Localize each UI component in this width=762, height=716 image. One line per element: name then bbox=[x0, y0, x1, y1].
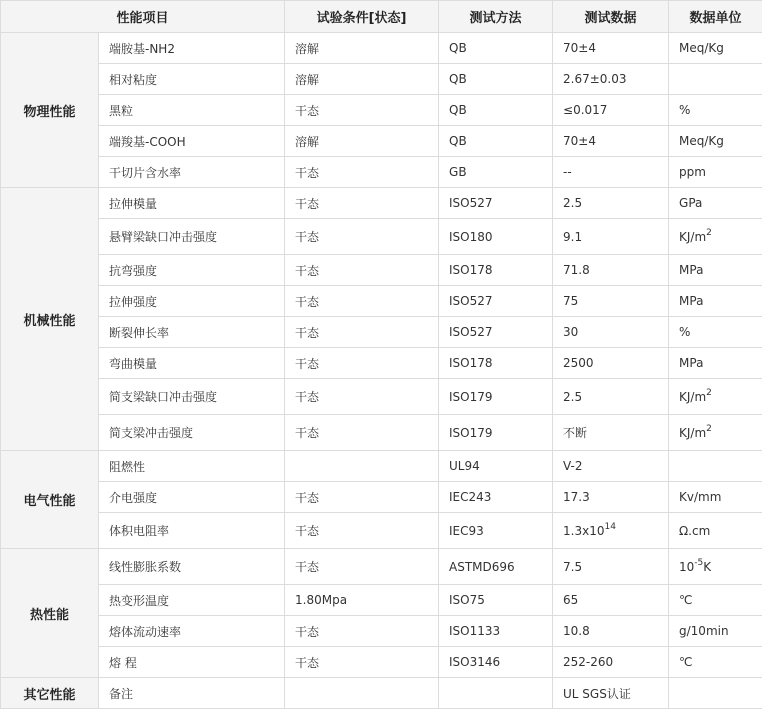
property-name bbox=[99, 513, 285, 549]
test-condition bbox=[285, 647, 439, 678]
test-method-text: ASTMD696 bbox=[449, 559, 515, 574]
test-method-text: ISO527 bbox=[449, 325, 493, 339]
data-unit bbox=[669, 255, 762, 286]
table-row bbox=[1, 585, 762, 616]
test-condition bbox=[285, 616, 439, 647]
data-unit bbox=[669, 513, 762, 549]
data-unit-suffix: K bbox=[703, 559, 712, 574]
test-method-text: QB bbox=[449, 134, 467, 148]
test-data bbox=[553, 64, 669, 95]
test-condition bbox=[285, 513, 439, 549]
test-method-text: ISO180 bbox=[449, 229, 493, 244]
test-data bbox=[553, 451, 669, 482]
header-data: 测试数据 bbox=[553, 1, 669, 33]
test-condition-text: 干态 bbox=[295, 165, 320, 180]
test-condition-text: 1.80Mpa bbox=[295, 593, 348, 607]
test-data bbox=[553, 95, 669, 126]
test-method-text: IEC243 bbox=[449, 490, 492, 504]
test-data-text: 17.3 bbox=[563, 490, 590, 504]
test-condition-text: 干态 bbox=[295, 524, 320, 538]
data-unit bbox=[669, 286, 762, 317]
property-name bbox=[99, 286, 285, 317]
table-row bbox=[1, 415, 762, 451]
test-method bbox=[439, 348, 553, 379]
test-data-text: 65 bbox=[563, 593, 579, 607]
table-row bbox=[1, 379, 762, 415]
test-method bbox=[439, 255, 553, 286]
test-method bbox=[439, 451, 553, 482]
test-data bbox=[553, 513, 669, 549]
table-row bbox=[1, 188, 762, 219]
data-unit-text: ℃ bbox=[679, 593, 693, 607]
data-unit bbox=[669, 415, 762, 451]
data-unit bbox=[669, 348, 762, 379]
test-condition bbox=[285, 482, 439, 513]
property-name-text: 拉伸模量 bbox=[109, 196, 158, 211]
test-method bbox=[439, 317, 553, 348]
test-method bbox=[439, 482, 553, 513]
property-name bbox=[99, 482, 285, 513]
data-unit-superscript: 2 bbox=[706, 227, 712, 238]
data-unit-text: ℃ bbox=[679, 655, 693, 669]
data-unit-superscript: -5 bbox=[694, 557, 704, 568]
table-row bbox=[1, 482, 762, 513]
test-data-text: UL SGS认证 bbox=[563, 686, 631, 701]
table-row bbox=[1, 513, 762, 549]
data-unit bbox=[669, 317, 762, 348]
test-method bbox=[439, 585, 553, 616]
property-name bbox=[99, 549, 285, 585]
test-data bbox=[553, 616, 669, 647]
data-unit-text: Meq/Kg bbox=[679, 134, 724, 148]
property-name bbox=[99, 219, 285, 255]
test-data bbox=[553, 286, 669, 317]
property-name bbox=[99, 585, 285, 616]
property-name-text: 线性膨胀系数 bbox=[109, 560, 182, 574]
property-name-text: 弯曲模量 bbox=[109, 356, 158, 371]
test-method-text: ISO527 bbox=[449, 294, 493, 308]
test-data-text: 不断 bbox=[563, 426, 588, 440]
data-unit-text: MPa bbox=[679, 356, 704, 370]
test-condition bbox=[285, 255, 439, 286]
property-name-text: 熔 程 bbox=[109, 655, 137, 670]
test-condition bbox=[285, 219, 439, 255]
table-body bbox=[1, 33, 762, 709]
header-item: 性能项目 bbox=[1, 1, 285, 33]
test-method-text: ISO178 bbox=[449, 356, 493, 370]
test-method bbox=[439, 95, 553, 126]
test-data-text: 2.67±0.03 bbox=[563, 72, 627, 86]
table-row bbox=[1, 451, 762, 482]
test-condition bbox=[285, 415, 439, 451]
test-data-text: -- bbox=[563, 165, 572, 179]
property-name-text: 简支梁缺口冲击强度 bbox=[109, 390, 218, 404]
property-name-text: 阻燃性 bbox=[109, 459, 146, 474]
test-data bbox=[553, 317, 669, 348]
property-name-text: 端羧基-COOH bbox=[109, 134, 186, 149]
test-method-text: ISO179 bbox=[449, 425, 493, 440]
header-condition: 试验条件[状态] bbox=[285, 1, 439, 33]
data-unit bbox=[669, 585, 762, 616]
table-row bbox=[1, 64, 762, 95]
test-method bbox=[439, 678, 553, 709]
property-name bbox=[99, 678, 285, 709]
test-data bbox=[553, 379, 669, 415]
data-unit-text: GPa bbox=[679, 196, 703, 210]
property-name-text: 热变形温度 bbox=[109, 593, 170, 608]
property-name-text: 熔体流动速率 bbox=[109, 624, 182, 639]
data-unit bbox=[669, 379, 762, 415]
test-data-text: ≤0.017 bbox=[563, 103, 608, 117]
table-row bbox=[1, 126, 762, 157]
table-row bbox=[1, 678, 762, 709]
property-name-text: 拉伸强度 bbox=[109, 294, 158, 309]
category-label: 机械性能 bbox=[1, 188, 99, 451]
property-name-text: 黑粒 bbox=[109, 103, 134, 118]
data-unit-text: 10 bbox=[679, 559, 695, 574]
data-unit bbox=[669, 126, 762, 157]
test-data bbox=[553, 415, 669, 451]
data-unit-text: ppm bbox=[679, 165, 706, 179]
header-unit: 数据单位 bbox=[669, 1, 762, 33]
test-data-text: 30 bbox=[563, 325, 579, 339]
test-method bbox=[439, 188, 553, 219]
data-unit-text: KJ/m bbox=[679, 425, 707, 440]
property-name-text: 干切片含水率 bbox=[109, 165, 182, 180]
table-row bbox=[1, 616, 762, 647]
test-data-text: 10.8 bbox=[563, 624, 590, 638]
test-data-text: 75 bbox=[563, 294, 579, 308]
property-name bbox=[99, 95, 285, 126]
data-unit bbox=[669, 451, 762, 482]
property-name-text: 断裂伸长率 bbox=[109, 325, 170, 340]
data-unit-superscript: 2 bbox=[706, 423, 712, 434]
test-condition-text: 干态 bbox=[295, 103, 320, 118]
property-name bbox=[99, 348, 285, 379]
test-method-text: QB bbox=[449, 103, 467, 117]
test-method-text: GB bbox=[449, 165, 467, 179]
data-unit-text: Meq/Kg bbox=[679, 41, 724, 55]
data-unit bbox=[669, 647, 762, 678]
test-condition-text: 干态 bbox=[295, 624, 320, 639]
data-unit-text: g/10min bbox=[679, 624, 729, 638]
test-condition-text: 干态 bbox=[295, 325, 320, 340]
category-label: 热性能 bbox=[1, 549, 99, 678]
data-unit-text: % bbox=[679, 325, 691, 339]
data-unit bbox=[669, 482, 762, 513]
table-row bbox=[1, 255, 762, 286]
test-data-text: 2.5 bbox=[563, 389, 583, 404]
table-row bbox=[1, 348, 762, 379]
test-method bbox=[439, 647, 553, 678]
data-unit bbox=[669, 95, 762, 126]
test-data-text: 7.5 bbox=[563, 559, 583, 574]
header-row bbox=[1, 1, 762, 33]
test-condition bbox=[285, 95, 439, 126]
test-method bbox=[439, 286, 553, 317]
test-data bbox=[553, 678, 669, 709]
property-name bbox=[99, 188, 285, 219]
test-data bbox=[553, 33, 669, 64]
property-name-text: 介电强度 bbox=[109, 490, 158, 505]
test-condition bbox=[285, 286, 439, 317]
test-condition-text: 干态 bbox=[295, 560, 320, 574]
data-unit bbox=[669, 616, 762, 647]
test-condition bbox=[285, 157, 439, 188]
test-condition-text: 干态 bbox=[295, 294, 320, 309]
table-row bbox=[1, 95, 762, 126]
test-condition-text: 溶解 bbox=[295, 134, 320, 149]
test-data bbox=[553, 647, 669, 678]
property-name-text: 端胺基-NH2 bbox=[109, 41, 175, 56]
table-row bbox=[1, 317, 762, 348]
test-condition bbox=[285, 451, 439, 482]
test-method-text: ISO75 bbox=[449, 593, 485, 607]
test-data-text: 252-260 bbox=[563, 655, 614, 669]
test-condition bbox=[285, 64, 439, 95]
data-unit bbox=[669, 64, 762, 95]
property-name bbox=[99, 126, 285, 157]
test-data bbox=[553, 348, 669, 379]
test-method-text: ISO527 bbox=[449, 196, 493, 210]
test-method bbox=[439, 219, 553, 255]
property-name bbox=[99, 64, 285, 95]
property-name bbox=[99, 255, 285, 286]
test-data bbox=[553, 126, 669, 157]
test-method-text: QB bbox=[449, 41, 467, 55]
test-condition bbox=[285, 549, 439, 585]
property-name-text: 相对粘度 bbox=[109, 72, 158, 87]
test-method-text: ISO179 bbox=[449, 389, 493, 404]
test-method-text: ISO178 bbox=[449, 263, 493, 277]
data-unit bbox=[669, 549, 762, 585]
test-condition-text: 干态 bbox=[295, 356, 320, 371]
test-condition bbox=[285, 188, 439, 219]
test-condition-text: 溶解 bbox=[295, 41, 320, 56]
category-label: 电气性能 bbox=[1, 451, 99, 549]
test-condition bbox=[285, 678, 439, 709]
test-data-text: 1.3x10 bbox=[563, 523, 605, 538]
test-method bbox=[439, 415, 553, 451]
test-condition-text: 干态 bbox=[295, 263, 320, 278]
data-unit-text: MPa bbox=[679, 263, 704, 277]
test-method bbox=[439, 157, 553, 188]
test-method bbox=[439, 379, 553, 415]
test-condition-text: 干态 bbox=[295, 196, 320, 211]
test-condition-text: 干态 bbox=[295, 490, 320, 505]
test-method bbox=[439, 549, 553, 585]
test-data bbox=[553, 188, 669, 219]
table-row bbox=[1, 157, 762, 188]
table-row bbox=[1, 219, 762, 255]
data-unit-text: KJ/m bbox=[679, 389, 707, 404]
property-name-text: 备注 bbox=[109, 686, 134, 701]
test-method bbox=[439, 513, 553, 549]
test-method bbox=[439, 616, 553, 647]
test-condition-text: 溶解 bbox=[295, 72, 320, 87]
property-name-text: 悬臂梁缺口冲击强度 bbox=[109, 230, 218, 244]
data-unit bbox=[669, 678, 762, 709]
test-data-text: 70±4 bbox=[563, 134, 596, 148]
test-data-text: 9.1 bbox=[563, 229, 583, 244]
test-data-superscript: 14 bbox=[604, 521, 616, 532]
data-unit bbox=[669, 33, 762, 64]
test-method-text: ISO3146 bbox=[449, 655, 501, 669]
test-condition bbox=[285, 126, 439, 157]
test-data bbox=[553, 482, 669, 513]
test-method bbox=[439, 64, 553, 95]
property-name-text: 体积电阻率 bbox=[109, 524, 170, 538]
property-name bbox=[99, 415, 285, 451]
test-method bbox=[439, 33, 553, 64]
test-condition bbox=[285, 585, 439, 616]
test-method-text: UL94 bbox=[449, 459, 480, 473]
data-unit bbox=[669, 188, 762, 219]
test-method-text: ISO1133 bbox=[449, 624, 501, 638]
data-unit-text: MPa bbox=[679, 294, 704, 308]
test-data-text: 71.8 bbox=[563, 263, 590, 277]
test-condition-text: 干态 bbox=[295, 426, 320, 440]
test-data-text: V-2 bbox=[563, 459, 583, 473]
test-data-text: 2500 bbox=[563, 356, 594, 370]
data-unit-text: KJ/m bbox=[679, 229, 707, 244]
data-unit-text: % bbox=[679, 103, 691, 117]
test-method bbox=[439, 126, 553, 157]
property-name bbox=[99, 451, 285, 482]
property-name bbox=[99, 647, 285, 678]
test-condition bbox=[285, 33, 439, 64]
category-label: 物理性能 bbox=[1, 33, 99, 188]
test-condition-text: 干态 bbox=[295, 655, 320, 670]
data-unit bbox=[669, 219, 762, 255]
property-name-text: 简支梁冲击强度 bbox=[109, 426, 194, 440]
table-row bbox=[1, 286, 762, 317]
category-label: 其它性能 bbox=[1, 678, 99, 709]
test-data-text: 70±4 bbox=[563, 41, 596, 55]
property-name-text: 抗弯强度 bbox=[109, 263, 158, 278]
data-unit-text: Ω.cm bbox=[679, 523, 711, 538]
property-name bbox=[99, 317, 285, 348]
test-method-text: IEC93 bbox=[449, 523, 484, 538]
table-row bbox=[1, 33, 762, 64]
data-unit bbox=[669, 157, 762, 188]
test-method-text: QB bbox=[449, 72, 467, 86]
table-row bbox=[1, 549, 762, 585]
test-data bbox=[553, 549, 669, 585]
data-unit-text: Kv/mm bbox=[679, 490, 722, 504]
test-data bbox=[553, 255, 669, 286]
property-name bbox=[99, 616, 285, 647]
property-name bbox=[99, 379, 285, 415]
test-data bbox=[553, 157, 669, 188]
test-data bbox=[553, 219, 669, 255]
test-condition bbox=[285, 379, 439, 415]
test-condition-text: 干态 bbox=[295, 230, 320, 244]
test-condition-text: 干态 bbox=[295, 390, 320, 404]
header-method: 测试方法 bbox=[439, 1, 553, 33]
test-data bbox=[553, 585, 669, 616]
data-unit-superscript: 2 bbox=[706, 387, 712, 398]
test-data-text: 2.5 bbox=[563, 196, 583, 210]
property-name bbox=[99, 157, 285, 188]
test-condition bbox=[285, 317, 439, 348]
table-row bbox=[1, 647, 762, 678]
property-name bbox=[99, 33, 285, 64]
test-condition bbox=[285, 348, 439, 379]
